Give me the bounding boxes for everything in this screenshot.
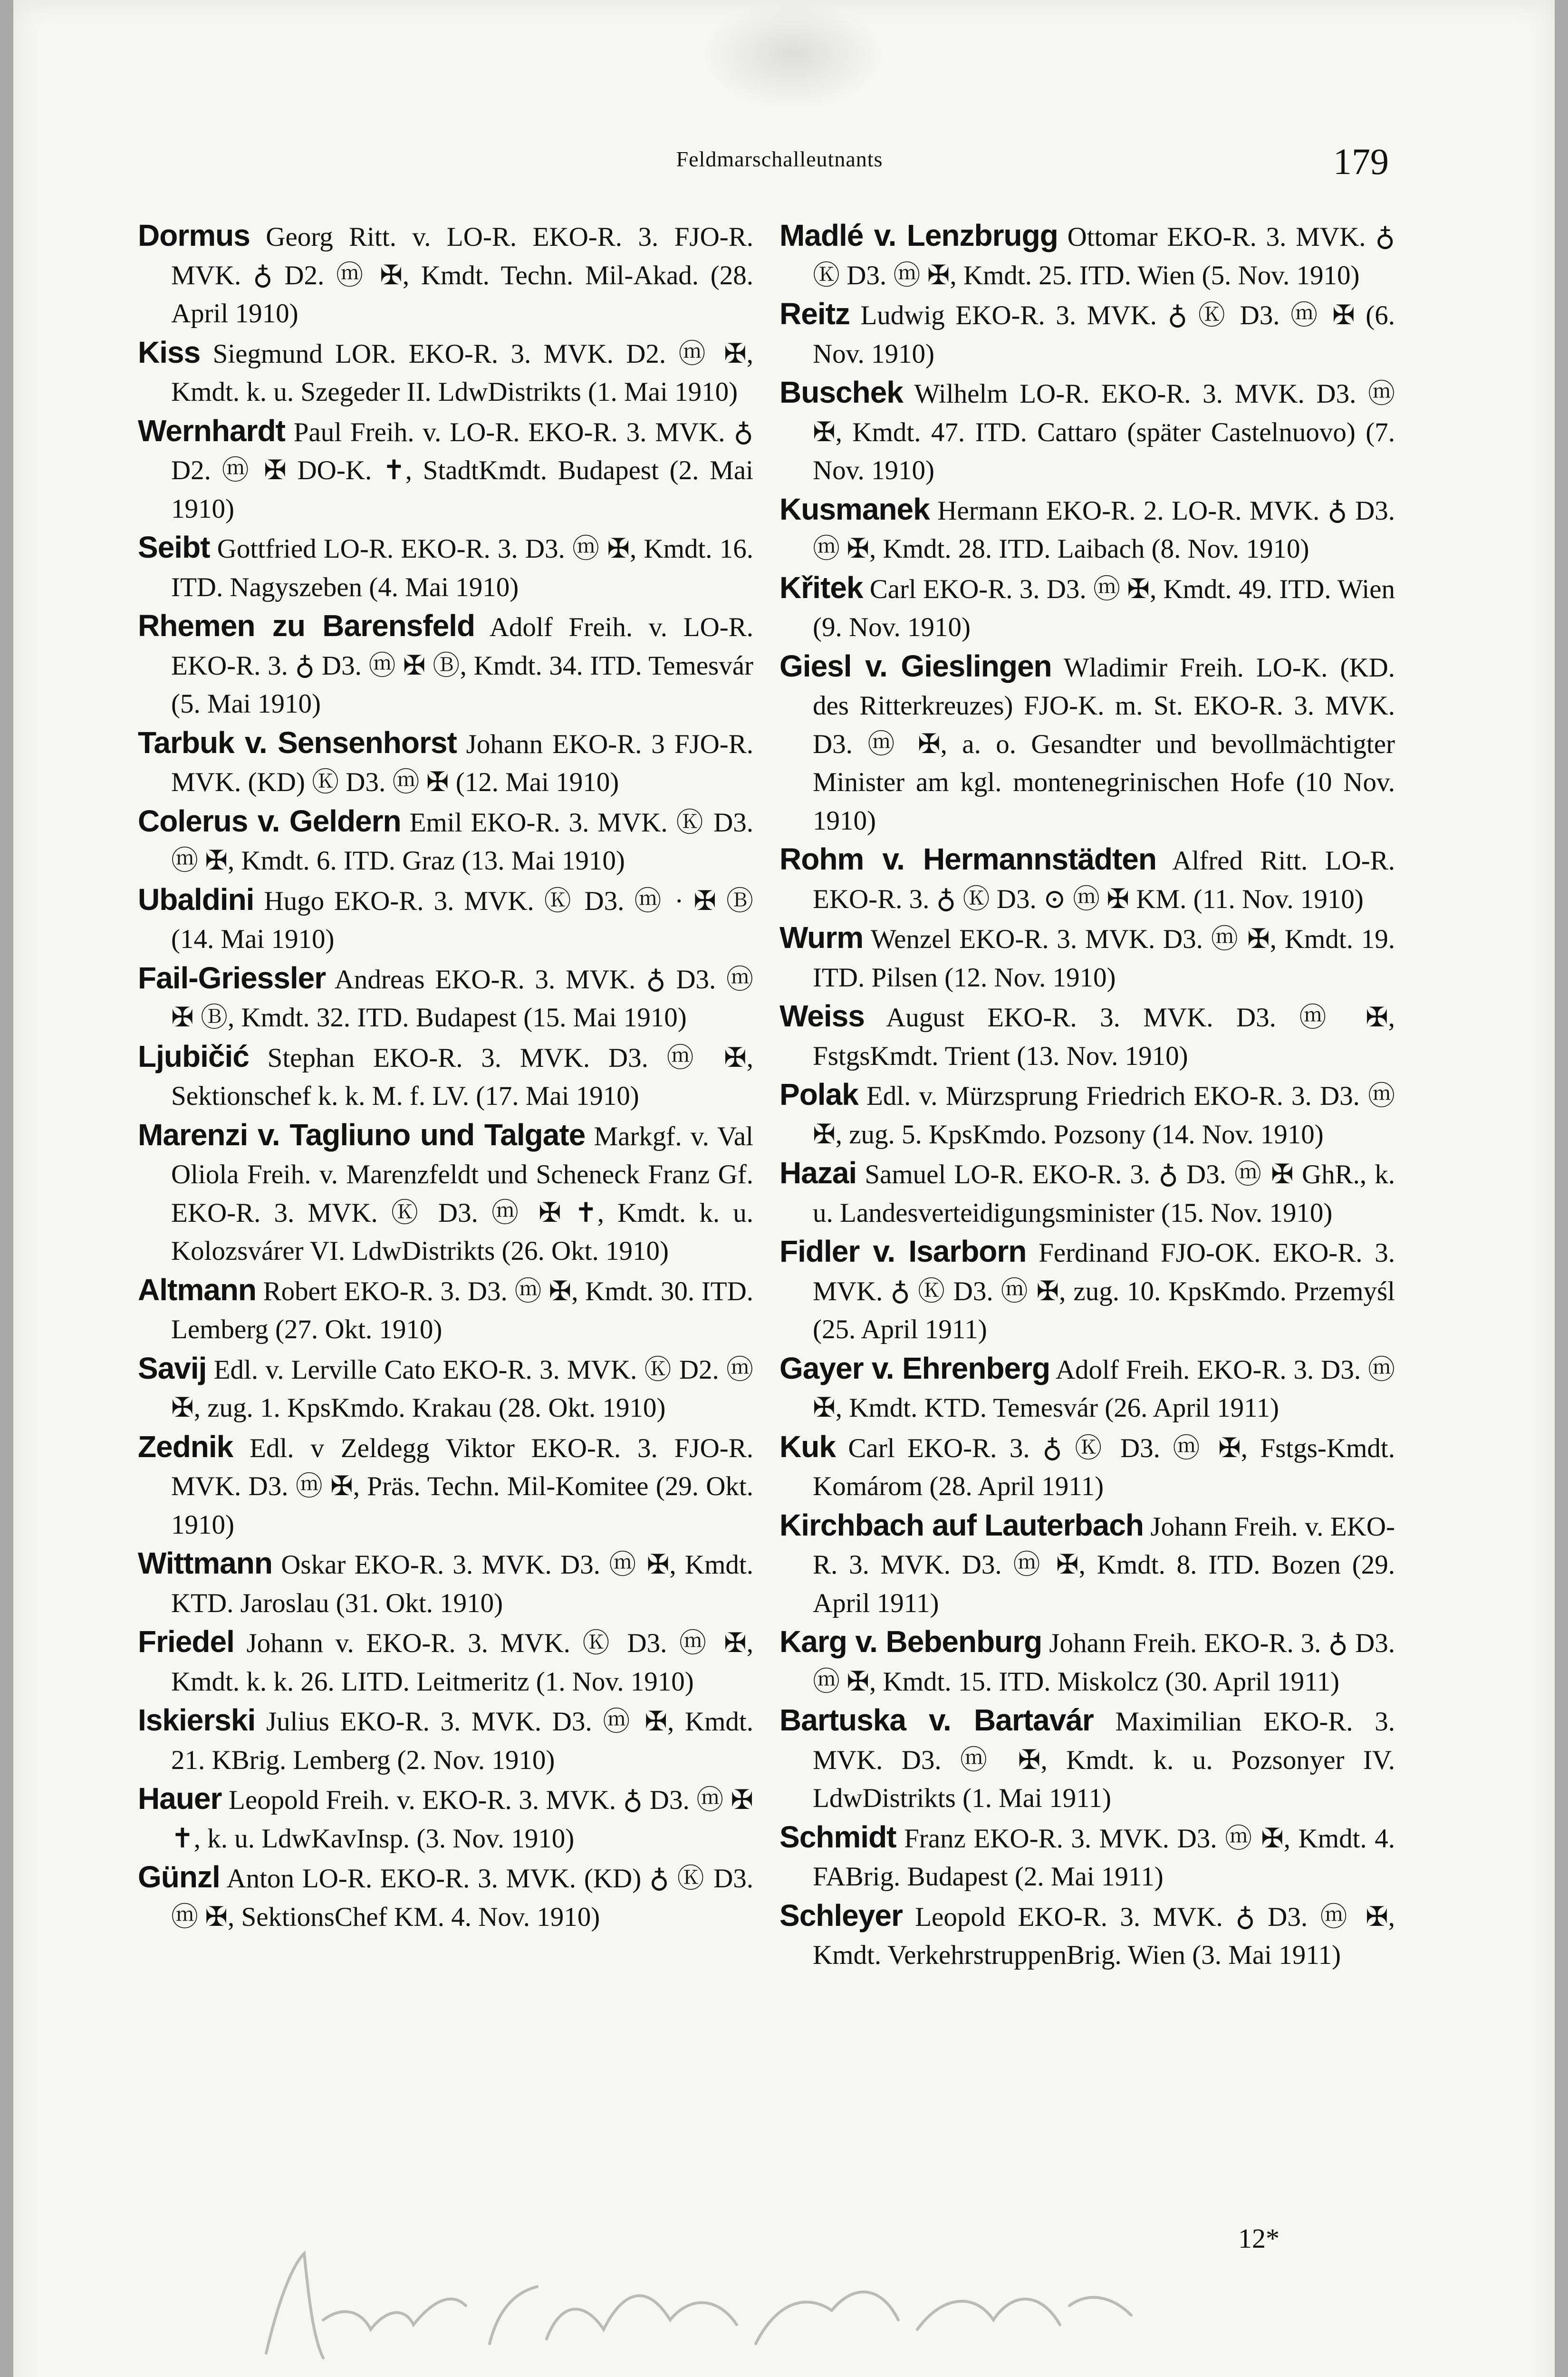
- entry-surname: Ubaldini: [138, 882, 254, 917]
- entry-surname: Tarbuk v. Sensenhorst: [138, 725, 457, 760]
- scan-border-right: [1555, 0, 1568, 2377]
- entry-surname: Ljubičić: [138, 1039, 249, 1073]
- entry-surname: Savij: [138, 1351, 207, 1385]
- entry-surname: Karg v. Bebenburg: [779, 1624, 1042, 1659]
- list-item: [138, 1271, 753, 1349]
- list-item: [779, 216, 1395, 295]
- entry-details: Hugo EKO-R. 3. MVK. Ⓚ D3. ⓜ · ✠ Ⓑ (14. Mai 1910): [171, 886, 753, 954]
- entry-details: Paul Freih. v. LO-R. EKO-R. 3. MVK. ♁ D2. ⓜ ✠ DO-K. ✝, StadtKmdt. Budapest (2. Mai 1910): [171, 417, 754, 524]
- entry-details: Markgf. v. Val Oliola Freih. v. Marenzfeldt und Scheneck Franz Gf. EKO-R. 3. MVK. Ⓚ D3. ⓜ ✠ ✝, Kmdt. k. u. Kolozsvárer VI. LdwDistrikts (26. Okt. 1910): [171, 1121, 754, 1266]
- handwritten-annotation: [252, 2234, 1155, 2377]
- entry-surname: Kusmanek: [779, 492, 930, 526]
- entry-details: Hermann EKO-R. 2. LO-R. MVK. ♁ D3. ⓜ ✠, Kmdt. 28. ITD. Laibach (8. Nov. 1910): [813, 495, 1395, 564]
- scan-border-left: [0, 0, 13, 2377]
- list-item: [779, 647, 1395, 841]
- entry-details: Edl. v. Lerville Cato EKO-R. 3. MVK. Ⓚ D2. ⓜ ✠, zug. 1. KpsKmdo. Krakau (28. Okt. 1910): [171, 1354, 753, 1423]
- entry-details: Johann Freih. v. EKO-R. 3. MVK. D3. ⓜ ✠, Kmdt. 8. ITD. Bozen (29. April 1911): [813, 1511, 1395, 1618]
- running-header-title: Feldmarschalleutnants: [676, 147, 883, 171]
- signature-mark: 12*: [1238, 2223, 1279, 2254]
- list-item: [138, 216, 753, 333]
- list-item: [138, 607, 753, 724]
- list-item: [138, 1349, 753, 1428]
- entry-details: Johann Freih. EKO-R. 3. ♁ D3. ⓜ ✠, Kmdt. 15. ITD. Miskolcz (30. April 1911): [813, 1628, 1395, 1697]
- list-item: [779, 1232, 1395, 1349]
- list-item: [779, 1075, 1395, 1154]
- list-item: [138, 959, 753, 1037]
- entry-surname: Reitz: [779, 297, 850, 331]
- entry-surname: Rohm v. Hermannstädten: [779, 842, 1156, 876]
- entry-details: Ottomar EKO-R. 3. MVK. ♁ Ⓚ D3. ⓜ ✠, Kmdt. 25. ITD. Wien (5. Nov. 1910): [813, 222, 1395, 290]
- entry-surname: Kirchbach auf Lauterbach: [779, 1507, 1144, 1542]
- entry-details: Ludwig EKO-R. 3. MVK. ♁ Ⓚ D3. ⓜ ✠ (6. Nov. 1910): [813, 300, 1395, 369]
- entry-details: Wladimir Freih. LO-K. (KD. des Ritterkreuzes) FJO-K. m. St. EKO-R. 3. MVK. D3. ⓜ ✠, a. o. Gesandter und bevollmächtigter Minister am kgl. montenegrinischen Hofe (10 Nov. 1910): [813, 652, 1395, 836]
- entry-surname: Seibt: [138, 530, 210, 564]
- entry-details: Julius EKO-R. 3. MVK. D3. ⓜ ✠, Kmdt. 21. KBrig. Lemberg (2. Nov. 1910): [171, 1707, 754, 1775]
- list-item: [779, 1623, 1395, 1701]
- entry-details: Alfred Ritt. LO-R. EKO-R. 3. ♁ Ⓚ D3. ⊙ ⓜ ✠ KM. (11. Nov. 1910): [813, 846, 1395, 914]
- entry-details: Samuel LO-R. EKO-R. 3. ♁ D3. ⓜ ✠ GhR., k. u. Landesverteidigungsminister (15. Nov. 1910): [813, 1160, 1395, 1228]
- list-item: [779, 1506, 1395, 1623]
- list-item: [779, 1154, 1395, 1232]
- entry-details: Wilhelm LO-R. EKO-R. 3. MVK. D3. ⓜ ✠, Kmdt. 47. ITD. Cattaro (später Castelnuovo) (7. Nov. 1910): [813, 379, 1395, 485]
- list-item: [138, 1623, 753, 1701]
- entry-surname: Křitek: [779, 570, 863, 605]
- entry-surname: Gayer v. Ehrenberg: [779, 1351, 1050, 1385]
- list-item: [138, 880, 753, 959]
- entry-surname: Wittmann: [138, 1546, 272, 1580]
- entry-details: Johann EKO-R. 3 FJO-R. MVK. (KD) Ⓚ D3. ⓜ ✠ (12. Mai 1910): [171, 729, 753, 797]
- entry-details: Edl. v. Mürzsprung Friedrich EKO-R. 3. D3. ⓜ ✠, zug. 5. KpsKmdo. Pozsony (14. Nov. 1910): [813, 1081, 1395, 1150]
- list-item: [779, 1818, 1395, 1896]
- entry-details: Carl EKO-R. 3. D3. ⓜ ✠, Kmdt. 49. ITD. Wien (9. Nov. 1910): [813, 574, 1395, 642]
- entry-details: Anton LO-R. EKO-R. 3. MVK. (KD) ♁ Ⓚ D3. ⓜ ✠, SektionsChef KM. 4. Nov. 1910): [171, 1864, 753, 1932]
- page-number: 179: [1333, 141, 1389, 182]
- list-item: [779, 295, 1395, 373]
- entry-details: Edl. v Zeldegg Viktor EKO-R. 3. FJO-R. MVK. D3. ⓜ ✠, Präs. Techn. Mil-Komitee (29. Okt. 1910): [171, 1433, 754, 1540]
- list-item: [779, 569, 1395, 647]
- entry-details: Andreas EKO-R. 3. MVK. ♁ D3. ⓜ ✠ Ⓑ, Kmdt. 32. ITD. Budapest (15. Mai 1910): [171, 964, 753, 1033]
- entry-details: August EKO-R. 3. MVK. D3. ⓜ ✠, FstgsKmdt. Trient (13. Nov. 1910): [813, 1003, 1395, 1071]
- list-item: [138, 412, 753, 529]
- entry-surname: Hauer: [138, 1781, 222, 1816]
- entry-surname: Giesl v. Gieslingen: [779, 648, 1052, 683]
- entry-surname: Altmann: [138, 1272, 256, 1307]
- entry-surname: Kuk: [779, 1429, 836, 1464]
- entry-surname: Wernhardt: [138, 413, 285, 448]
- entry-details: Gottfried LO-R. EKO-R. 3. D3. ⓜ ✠, Kmdt. 16. ITD. Nagyszeben (4. Mai 1910): [171, 534, 754, 602]
- list-item: [779, 490, 1395, 569]
- entry-details: Georg Ritt. v. LO-R. EKO-R. 3. FJO-R. MVK. ♁ D2. ⓜ ✠, Kmdt. Techn. Mil-Akad. (28. April 1910): [171, 222, 753, 329]
- entry-surname: Polak: [779, 1077, 858, 1111]
- list-item: [138, 1428, 753, 1545]
- entry-surname: Weiss: [779, 999, 865, 1033]
- list-item: [138, 1544, 753, 1623]
- list-item: [779, 1428, 1395, 1506]
- entry-surname: Friedel: [138, 1624, 234, 1659]
- list-item: [138, 1858, 753, 1936]
- entry-surname: Rhemen zu Barensfeld: [138, 609, 475, 643]
- list-item: [138, 1779, 753, 1858]
- entry-surname: Fail-Griessler: [138, 960, 326, 995]
- list-item: [138, 724, 753, 802]
- entry-details: Johann v. EKO-R. 3. MVK. Ⓚ D3. ⓜ ✠, Kmdt. k. k. 26. LITD. Leitmeritz (1. Nov. 1910): [171, 1628, 754, 1697]
- list-item: [779, 1701, 1395, 1818]
- entry-surname: Wurm: [779, 920, 864, 955]
- list-item: [779, 997, 1395, 1075]
- entry-details: Leopold EKO-R. 3. MVK. ♁ D3. ⓜ ✠, Kmdt. VerkehrstruppenBrig. Wien (3. Mai 1911): [813, 1902, 1395, 1970]
- entry-surname: Günzl: [138, 1860, 220, 1894]
- list-item: [779, 840, 1395, 918]
- list-item: [138, 1116, 753, 1271]
- list-item: [138, 802, 753, 880]
- entry-surname: Bartuska v. Bartavár: [779, 1703, 1094, 1737]
- entry-details: Ferdinand FJO-OK. EKO-R. 3. MVK. ♁ Ⓚ D3. ⓜ ✠, zug. 10. KpsKmdo. Przemyśl (25. April 1911): [813, 1238, 1395, 1344]
- entry-surname: Fidler v. Isarborn: [779, 1234, 1027, 1268]
- list-item: [779, 918, 1395, 997]
- list-item: [138, 1037, 753, 1116]
- paper-smudge: [702, 0, 883, 109]
- entry-details: Robert EKO-R. 3. D3. ⓜ ✠, Kmdt. 30. ITD. Lemberg (27. Okt. 1910): [171, 1276, 753, 1344]
- list-item: [138, 528, 753, 607]
- entry-surname: Schmidt: [779, 1819, 896, 1854]
- list-item: [779, 373, 1395, 490]
- entry-surname: Schleyer: [779, 1898, 903, 1933]
- entry-surname: Zednik: [138, 1429, 233, 1464]
- entry-details: Adolf Freih. EKO-R. 3. D3. ⓜ ✠, Kmdt. KTD. Temesvár (26. April 1911): [813, 1354, 1395, 1423]
- list-item: [138, 1701, 753, 1779]
- entry-surname: Kiss: [138, 335, 201, 369]
- left-column: [138, 216, 753, 1936]
- entry-surname: Madlé v. Lenzbrugg: [779, 218, 1058, 252]
- entry-surname: Hazai: [779, 1156, 857, 1190]
- right-column: [779, 216, 1395, 1975]
- entry-details: Franz EKO-R. 3. MVK. D3. ⓜ ✠, Kmdt. 4. FABrig. Budapest (2. Mai 1911): [813, 1823, 1395, 1892]
- list-item: [779, 1896, 1395, 1975]
- entry-details: Siegmund LOR. EKO-R. 3. MVK. D2. ⓜ ✠, Kmdt. k. u. Szegeder II. LdwDistrikts (1. Mai 1910): [171, 338, 753, 407]
- entry-details: Adolf Freih. v. LO-R. EKO-R. 3. ♁ D3. ⓜ ✠ Ⓑ, Kmdt. 34. ITD. Temesvár (5. Mai 1910): [171, 612, 753, 719]
- entry-surname: Dormus: [138, 218, 250, 252]
- entry-details: Emil EKO-R. 3. MVK. Ⓚ D3. ⓜ ✠, Kmdt. 6. ITD. Graz (13. Mai 1910): [171, 807, 753, 876]
- entry-details: Oskar EKO-R. 3. MVK. D3. ⓜ ✠, Kmdt. KTD. Jaroslau (31. Okt. 1910): [171, 1550, 753, 1618]
- entry-surname: Buschek: [779, 375, 903, 409]
- entry-details: Leopold Freih. v. EKO-R. 3. MVK. ♁ D3. ⓜ ✠ ✝, k. u. LdwKavInsp. (3. Nov. 1910): [171, 1785, 753, 1854]
- entry-details: Stephan EKO-R. 3. MVK. D3. ⓜ ✠, Sektionschef k. k. M. f. LV. (17. Mai 1910): [171, 1043, 753, 1111]
- list-item: [779, 1349, 1395, 1428]
- list-item: [138, 333, 753, 412]
- entry-surname: Marenzi v. Tagliuno und Talgate: [138, 1117, 586, 1152]
- entry-details: Wenzel EKO-R. 3. MVK. D3. ⓜ ✠, Kmdt. 19. ITD. Pilsen (12. Nov. 1910): [813, 924, 1395, 993]
- entry-details: Carl EKO-R. 3. ♁ Ⓚ D3. ⓜ ✠, Fstgs-Kmdt. Komárom (28. April 1911): [813, 1433, 1395, 1501]
- entry-surname: Colerus v. Geldern: [138, 803, 401, 838]
- entry-details: Maximilian EKO-R. 3. MVK. D3. ⓜ ✠, Kmdt. k. u. Pozsonyer IV. LdwDistrikts (1. Mai 1911): [813, 1707, 1395, 1813]
- entry-surname: Iskierski: [138, 1703, 256, 1737]
